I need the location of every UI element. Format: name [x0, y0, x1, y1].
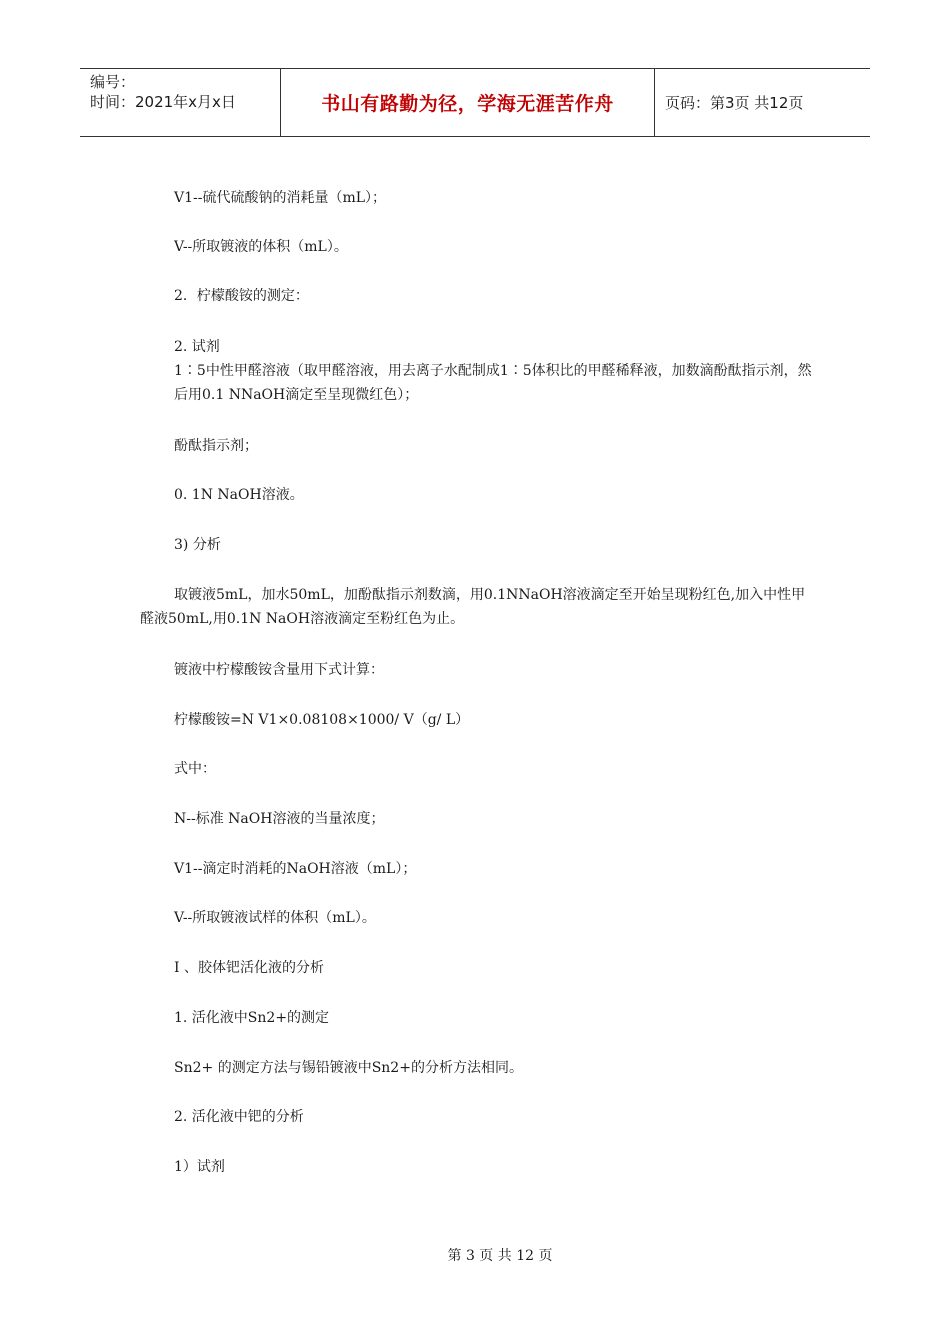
paragraph: I 、胶体钯活化液的分析: [174, 960, 324, 976]
paragraph: 3) 分析: [174, 537, 221, 553]
paragraph: 酚酞指示剂；: [174, 438, 258, 454]
header-motto: [281, 69, 655, 136]
header-meta: [80, 69, 281, 136]
paragraph: V1--硫代硫酸钠的消耗量（mL）；: [174, 190, 387, 206]
paragraph: 2. 试剂: [174, 339, 220, 355]
paragraph: 1. 活化液中Sn2+的测定: [174, 1010, 330, 1026]
page-header: [80, 68, 870, 137]
paragraph: V--所取镀液的体积（mL）。: [174, 239, 348, 255]
paragraph: 镀液中柠檬酸铵含量用下式计算：: [174, 662, 384, 678]
document-date: 时间：2021年x月x日: [90, 93, 236, 111]
paragraph: 2．柠檬酸铵的测定：: [174, 288, 309, 304]
paragraph: V1--滴定时消耗的NaOH溶液（mL）；: [174, 861, 417, 877]
page-number-text: 页码：第3页 共12页: [665, 94, 804, 112]
motto-text: 书山有路勤为径，学海无涯苦作舟: [321, 93, 614, 115]
paragraph: 取镀液5mL，加水50mL，加酚酞指示剂数滴，用0.1NNaOH溶液滴定至开始呈现粉红色,加入中性甲醛液50mL,用0.1N NaOH溶液滴定至粉红色为止。: [140, 587, 806, 627]
paragraph: 柠檬酸铵=N V1×0.08108×1000/ V（g/ L）: [174, 712, 470, 728]
paragraph: 1∶5中性甲醛溶液（取甲醛溶液，用去离子水配制成1∶5体积比的甲醛稀释液，加数滴酚酞指示剂，然后用0.1 NNaOH滴定至呈现微红色）；: [174, 363, 812, 403]
paragraph: V--所取镀液试样的体积（mL）。: [174, 910, 376, 926]
paragraph: Sn2+ 的测定方法与锡铅镀液中Sn2+的分析方法相同。: [174, 1060, 523, 1076]
paragraph: 1）试剂: [174, 1159, 225, 1175]
paragraph: 2. 活化液中钯的分析: [174, 1109, 304, 1125]
paragraph: 0. 1N NaOH溶液。: [174, 487, 304, 503]
document-number: 编号：: [90, 73, 136, 91]
paragraph: N--标准 NaOH溶液的当量浓度；: [174, 811, 385, 827]
header-page-number: [655, 69, 870, 136]
page-footer: 第 3 页 共 12 页: [447, 1248, 553, 1264]
paragraph: 式中：: [174, 761, 216, 777]
